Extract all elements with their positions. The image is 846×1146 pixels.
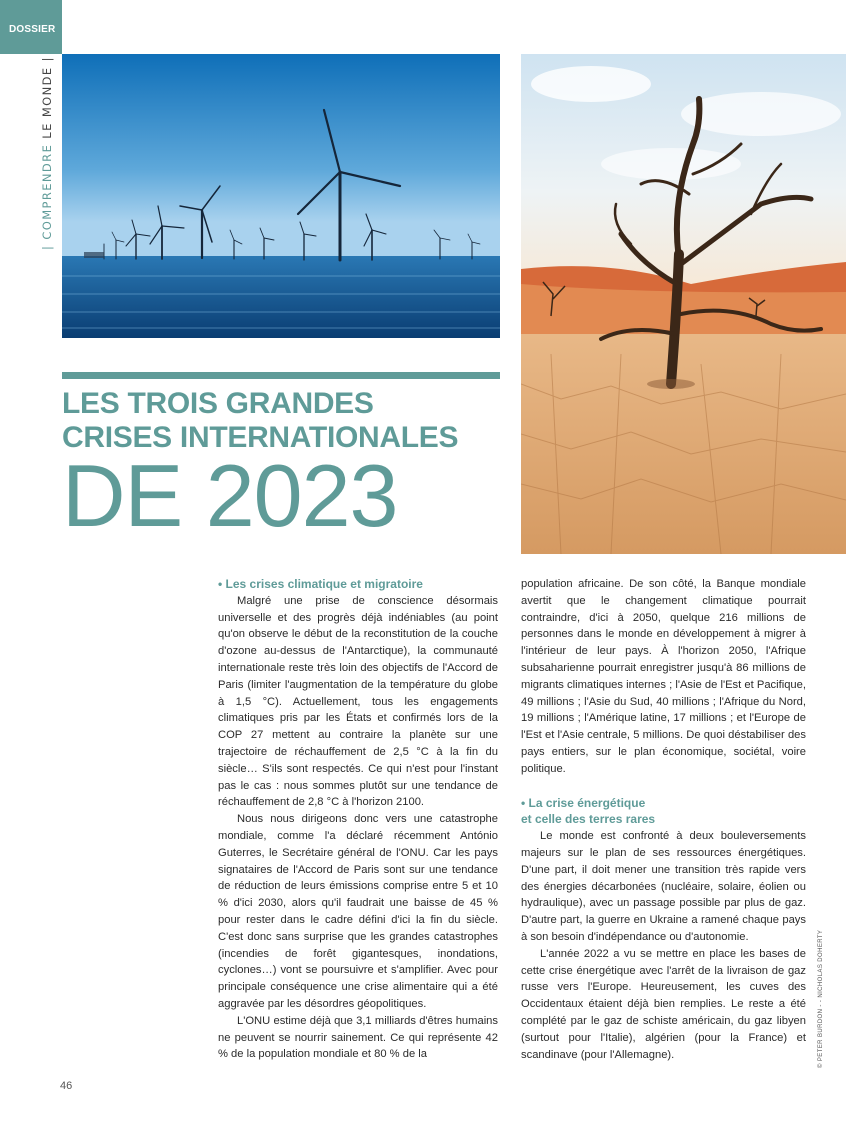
paragraph: Nous nous dirigeons donc vers une catastrophe mondiale, comme l'a déclaré récemment António Guterres, le Secrétaire général de l'ONU. Car les pays signataires de l'Accord de Paris sont sur une tendance de réduction de leurs émissions comprise entre 5 et 10 % d'ici 2030, alors qu'il faudrait une baisse de 45 % pour rester dans le cadre défini d'ici la fin du siècle. C'est donc sans surprise que les grandes catastrophes (incendies de forêt gigantesques, inondations, cyclones…) vont se poursuivre et s'amplifier. Avec pour principale conséquence une crise alimentaire qui a été aggravée par les désordres géopolitiques. — [218, 813, 498, 1010]
title-rule — [62, 372, 500, 379]
paragraph: L'année 2022 a vu se mettre en place les bases de cette crise énergétique avec l'arrêt de la livraison de gaz russe vers l'Europe. Heureusement, les cuves des Occidentaux étaient déjà bien remplies. Le reste a été complété par le gaz de schiste américain, du gaz libyen (surtout pour l'Italie), algérien (pour la France) et scandinave (pour l'Allemagne). — [521, 947, 806, 1061]
section-heading: • La crise énergétique — [521, 795, 646, 810]
section-heading: • Les crises climatique et migratoire — [218, 577, 423, 591]
photo-credit: © PETER BURDON - - NICHOLAS DOHERTY — [818, 929, 824, 1068]
side-label-part1: | COMPRENDRE — [40, 143, 54, 250]
article-column-1 — [218, 576, 498, 1063]
title-line3: DE 2023 — [62, 446, 398, 545]
page-number: 46 — [60, 1080, 73, 1092]
desert-photo — [521, 54, 846, 554]
paragraph: L'ONU estime déjà que 3,1 milliards d'êtres humains ne peuvent se nourrir sainement. Ce qui représente 42 % de la population mondiale et 80 % de la — [218, 1014, 498, 1061]
section-heading: et celle des terres rares — [521, 812, 656, 827]
side-section-label — [40, 56, 54, 250]
paragraph-continued: population africaine. De son côté, la Banque mondiale avertit que le changement climatique pourrait contraindre, d'ici à 2050, quelque 216 millions de personnes dans le monde en développement à migrer à l'intérieur de leur pays. À l'horizon 2050, l'Afrique subsaharienne pourrait enregistrer jusqu'à 86 millions de migrants climatiques internes ; l'Asie de l'Est et Pacifique, 49 millions ; l'Asie du Sud, 40 millions ; l'Afrique du Nord, 19 millions ; l'Amérique latine, 17 millions ; et l'Europe de l'Est et l'Asie centrale, 5 millions. De quoi déstabiliser des pays entiers, sur le plan économique, sociétal, voire politique. — [521, 578, 806, 775]
spacer — [521, 778, 806, 795]
paragraph: Malgré une prise de conscience désormais universelle et des progrès déjà indéniables (au point qu'on observe le début de la reconstitution de la couche d'ozone au-dessus de l'Antarctique), la communauté internationale reste très loin des objectifs de l'Accord de Paris (limiter l'augmentation de la température du globe à 1,5 °C). Actuellement, tous les engagements climatiques pris par les États et confirmés lors de la COP 27 mettent au contraire la planète sur une trajectoire de réchauffement de 2,5 °C à la fin du siècle… S'ils sont respectés. Ce qui n'est pour l'instant pas le cas : nous sommes plutôt sur une tendance de réchauffement de 2,8 °C à l'horizon 2100. — [218, 594, 498, 809]
article-column-2 — [521, 576, 806, 1063]
wind-farm-photo — [62, 54, 500, 338]
title-line2: CRISES INTERNATIONALES — [62, 421, 459, 454]
section-tag — [0, 0, 62, 54]
section-tag-label: DOSSIER — [9, 24, 56, 35]
title-line1: LES TROIS GRANDES — [62, 387, 374, 420]
side-label-part2: LE MONDE | — [40, 56, 54, 144]
paragraph: Le monde est confronté à deux bouleversements majeurs sur le plan de ses ressources énergétiques. D'une part, il doit mener une transition très rapide vers des énergies décarbonées (nucléaire, solaire, éolien ou hydraulique), avec un passage possible par plus de gaz. D'autre part, la guerre en Ukraine a ramené chaque pays à son besoin d'indépendance ou d'autonomie. — [521, 830, 806, 943]
